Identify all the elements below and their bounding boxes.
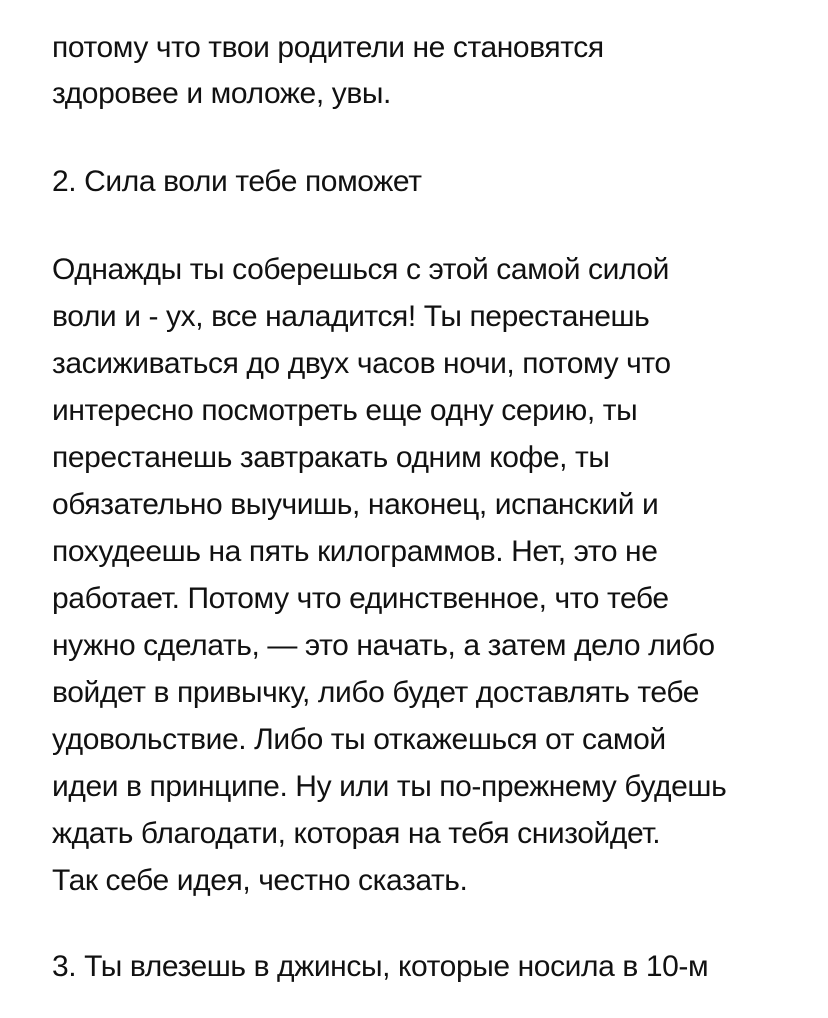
paragraph-line: идеи в принципе. Ну или ты по-прежнему будешь (52, 770, 727, 803)
section-heading: 2. Сила воли тебе поможет (52, 165, 422, 198)
paragraph-line: здоровее и моложе, увы. (52, 77, 391, 110)
paragraph-line: интересно посмотреть еще одну серию, ты (52, 394, 638, 427)
paragraph-line: похудеешь на пять килограммов. Нет, это не (52, 535, 658, 568)
paragraph-line: войдет в привычку, либо будет доставлять тебе (52, 676, 700, 709)
paragraph-line: Так себе идея, честно сказать. (52, 864, 468, 897)
paragraph-line: нужно сделать, — это начать, а затем дело либо (52, 629, 715, 662)
paragraph-line: засиживаться до двух часов ночи, потому что (52, 347, 671, 380)
paragraph-line: ждать благодати, которая на тебя снизойдет. (52, 817, 661, 850)
paragraph-line: обязательно выучишь, наконец, испанский и (52, 488, 659, 521)
paragraph-line: воли и - ух, все наладится! Ты перестанешь (52, 300, 650, 333)
paragraph-line: удовольствие. Либо ты откажешься от самой (52, 723, 666, 756)
paragraph-line: работает. Потому что единственное, что тебе (52, 582, 669, 615)
section-heading: 3. Ты влезешь в джинсы, которые носила в 10-м (52, 950, 709, 983)
paragraph-line: Однажды ты соберешься с этой самой силой (52, 253, 670, 286)
paragraph-line: потому что твои родители не становятся (52, 31, 604, 64)
paragraph-line: перестанешь завтракать одним кофе, ты (52, 441, 610, 474)
